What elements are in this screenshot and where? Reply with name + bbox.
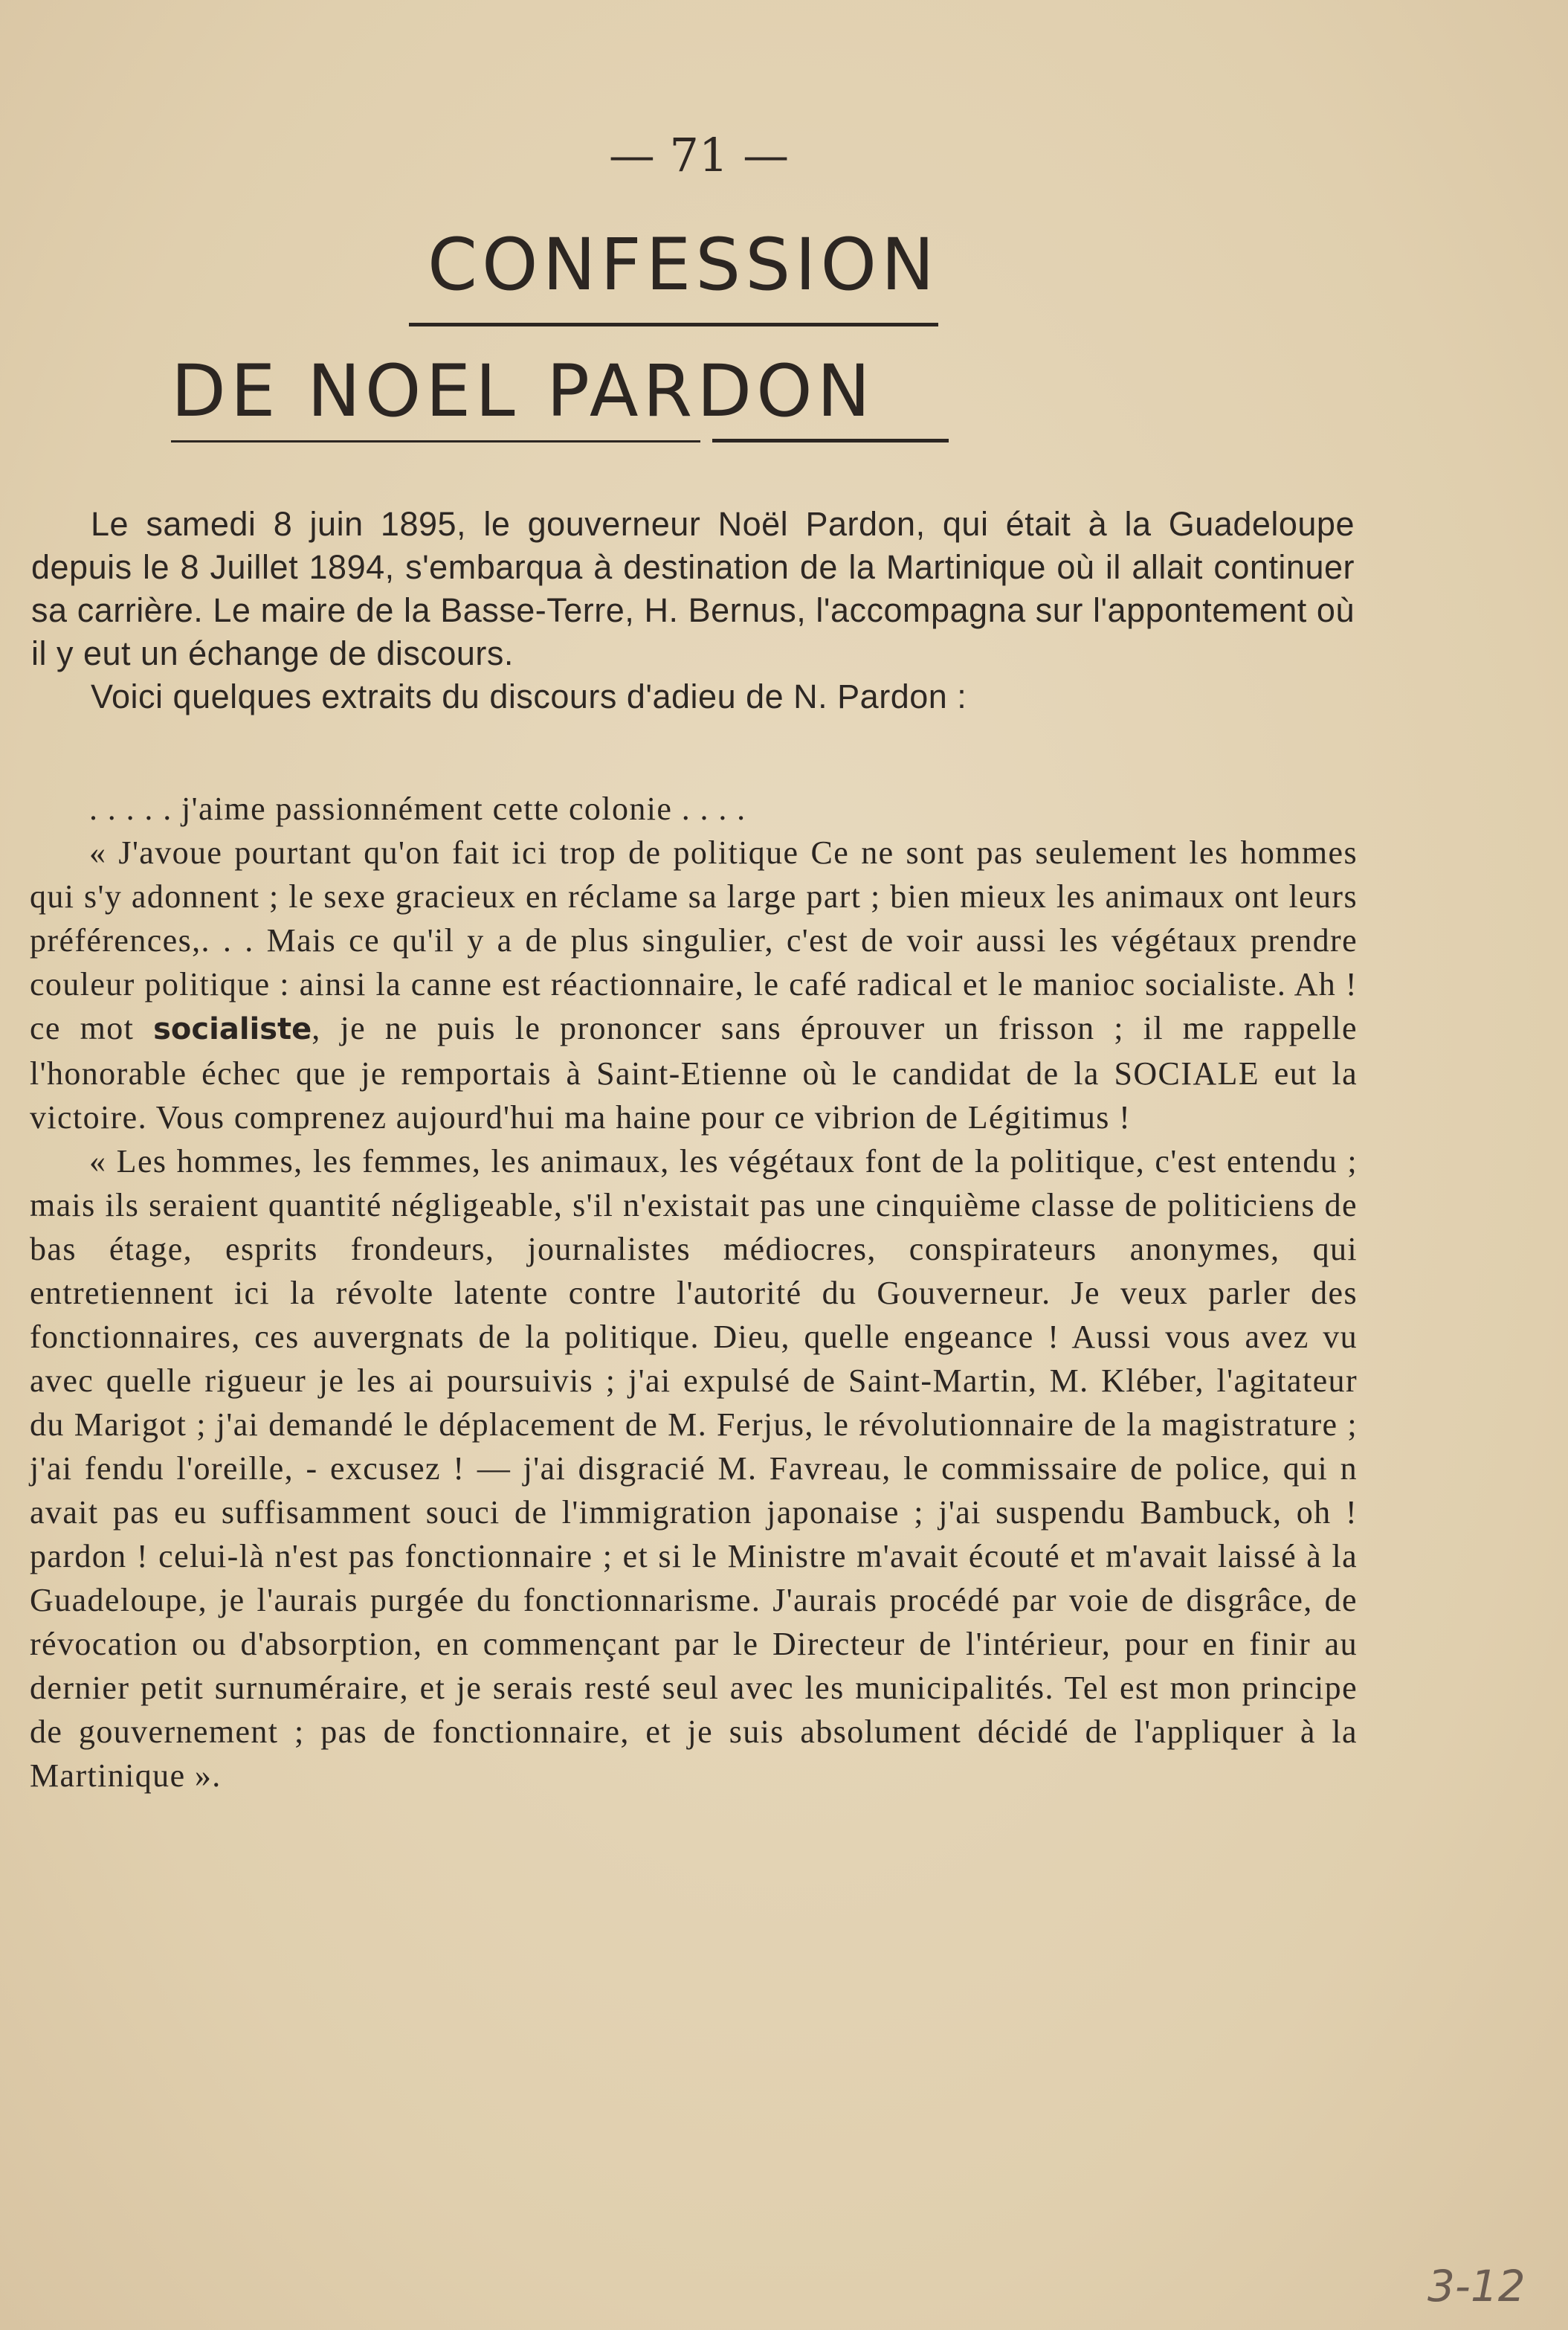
title-underline (171, 440, 700, 442)
intro-paragraph: Voici quelques extraits du discours d'adieu de N. Pardon : (91, 678, 967, 715)
page-number: — 71 — (608, 128, 790, 182)
intro-text (31, 503, 1355, 718)
quote-lead: . . . . . j'aime passionnément cette colonie . . . . (89, 791, 746, 827)
quote-paragraph: « Les hommes, les femmes, les animaux, les végétaux font de la politique, c'est entendu ; mais ils seraient quantité négligeable, s'il n'existait pas une cinquième classe de politiciens de bas étage, esprits frondeurs, journalistes médiocres, conspirateurs anonymes, qui entretiennent ici la révolte latente contre l'autorité du Gouverneur. Je veux parler des fonctionnaires, ces auvergnats de la politique. Dieu, quelle engeance ! Aussi vous avez vu avec quelle rigueur je les ai poursuivis ; j'ai expulsé de Saint-Martin, M. Kléber, l'agitateur du Marigot ; j'ai demandé le déplacement de M. Ferjus, le révolutionnaire de la magistrature ; j'ai fendu l'oreille, - excusez ! — j'ai disgracié M. Favreau, le commissaire de police, qui n avait pas eu suffisamment souci de l'immigration japonaise ; j'ai suspendu Bambuck, oh ! pardon ! celui-là n'est pas fonctionnaire ; et si le Ministre m'avait écouté et m'avait laissé à la Guadeloupe, je l'aurais purgée du fonctionnarisme. J'aurais procédé par voie de disgrâce, de révocation ou d'absorption, en commençant par le Directeur de l'intérieur, pour en finir au dernier petit surnuméraire, et je serais resté seul avec les municipalités. Tel est mon principe de gouvernement ; pas de fonctionnaire, et je suis absolument décidé de l'appliquer à la Martinique ». (30, 1143, 1358, 1794)
archive-code: 3-12 (1427, 2261, 1526, 2311)
intro-paragraph: Le samedi 8 juin 1895, le gouverneur Noël Pardon, qui était à la Guadeloupe depuis le 8 Juillet 1894, s'embarqua à destination de la Martinique où il allait continuer sa carrière. Le maire de la Basse-Terre, H. Bernus, l'accompagna sur l'appontement où il y eut un échange de discours. (31, 505, 1355, 672)
speech-excerpt (30, 787, 1358, 1798)
title-underline (409, 323, 938, 326)
title-line-1: CONFESSION (428, 223, 939, 306)
title-underline (712, 439, 949, 442)
quote-emphasis: socialiste (153, 1012, 312, 1046)
quote-paragraph (30, 831, 1358, 1139)
quote-text: , je ne puis le prononcer sans éprouver un frisson ; il me rappelle l'honorable échec que je remportais à Saint-Etienne où le candidat de la SOCIALE eut la victoire. Vous comprenez aujourd'hui ma haine pour ce vibrion de Légitimus ! (30, 1010, 1358, 1136)
quote-text: « J'avoue pourtant qu'on fait ici trop de politique Ce ne sont pas seulement les hommes qui s'y adonnent ; le sexe gracieux en réclame sa large part ; bien mieux les animaux ont leurs préférences,. . . Mais ce qu'il y a de plus singulier, c'est de voir aussi les végétaux prendre couleur politique : ainsi la canne est réactionnaire, le café radical et le manioc socialiste. Ah ! ce mot (30, 834, 1358, 1046)
title-line-2: DE NOEL PARDON (171, 350, 875, 433)
